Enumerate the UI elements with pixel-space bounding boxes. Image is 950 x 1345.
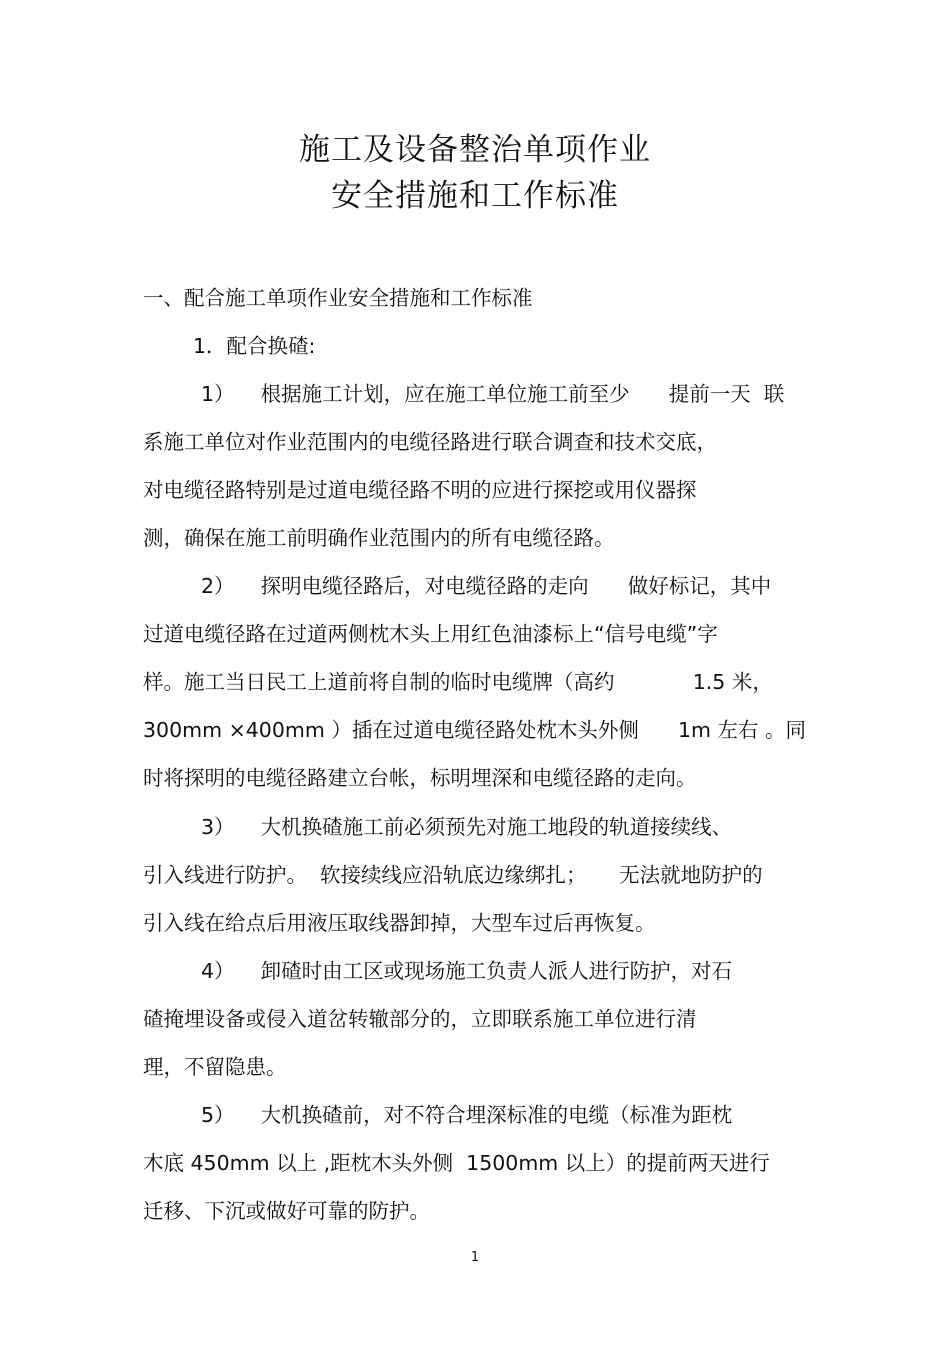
item-4-line-2: 碴掩埋设备或侵入道岔转辙部分的，立即联系施工单位进行清 <box>143 1007 697 1031</box>
item-1-line-1: 1） 根据施工计划，应在施工单位施工前至少 提前一天 联 <box>201 382 785 406</box>
item-5-line-1: 5） 大机换碴前，对不符合埋深标准的电缆（标准为距枕 <box>201 1103 733 1127</box>
page-number: 1 <box>470 1250 480 1265</box>
item-2-line-5: 时将探明的电缆径路建立台帐，标明埋深和电缆径路的走向。 <box>143 766 697 790</box>
item-2-line-2: 过道电缆径路在过道两侧枕木头上用红色油漆标上“信号电缆”字 <box>143 622 718 646</box>
item-4-line-1: 4） 卸碴时由工区或现场施工负责人派人进行防护，对石 <box>201 959 733 983</box>
item-2-line-3: 样。施工当日民工上道前将自制的临时电缆牌（高约 1.5 米， <box>143 670 773 694</box>
item-1-line-4: 测，确保在施工前明确作业范围内的所有电缆径路。 <box>143 526 615 550</box>
item-5-line-3: 迁移、下沉或做好可靠的防护。 <box>143 1199 430 1223</box>
section-heading: 一、配合施工单项作业安全措施和工作标准 <box>143 286 533 310</box>
item-2-line-1: 2） 探明电缆径路后，对电缆径路的走向 做好标记，其中 <box>201 574 772 598</box>
item-3-line-3: 引入线在给点后用液压取线器卸掉，大型车过后再恢复。 <box>143 911 656 935</box>
item-5-line-2: 木底 450mm 以上 ,距枕木头外侧 1500mm 以上）的提前两天进行 <box>143 1151 770 1175</box>
item-2-line-4: 300mm ×400mm ）插在过道电缆径路处枕木头外侧 1m 左右 。同 <box>143 718 806 742</box>
item-1-line-2: 系施工单位对作业范围内的电缆径路进行联合调查和技术交底， <box>143 430 717 454</box>
item-3-line-1: 3） 大机换碴施工前必须预先对施工地段的轨道接续线、 <box>201 815 733 839</box>
item-3-line-2: 引入线进行防护。 软接续线应沿轨底边缘绑扎； 无法就地防护的 <box>143 863 763 887</box>
item-1-line-3: 对电缆径路特别是过道电缆径路不明的应进行探挖或用仪器探 <box>143 478 697 502</box>
subheading: 1．配合换碴: <box>193 334 316 358</box>
item-4-line-3: 理，不留隐患。 <box>143 1055 287 1079</box>
document-title-line-2: 安全措施和工作标准 <box>331 178 619 214</box>
document-title-line-1: 施工及设备整治单项作业 <box>299 132 651 168</box>
